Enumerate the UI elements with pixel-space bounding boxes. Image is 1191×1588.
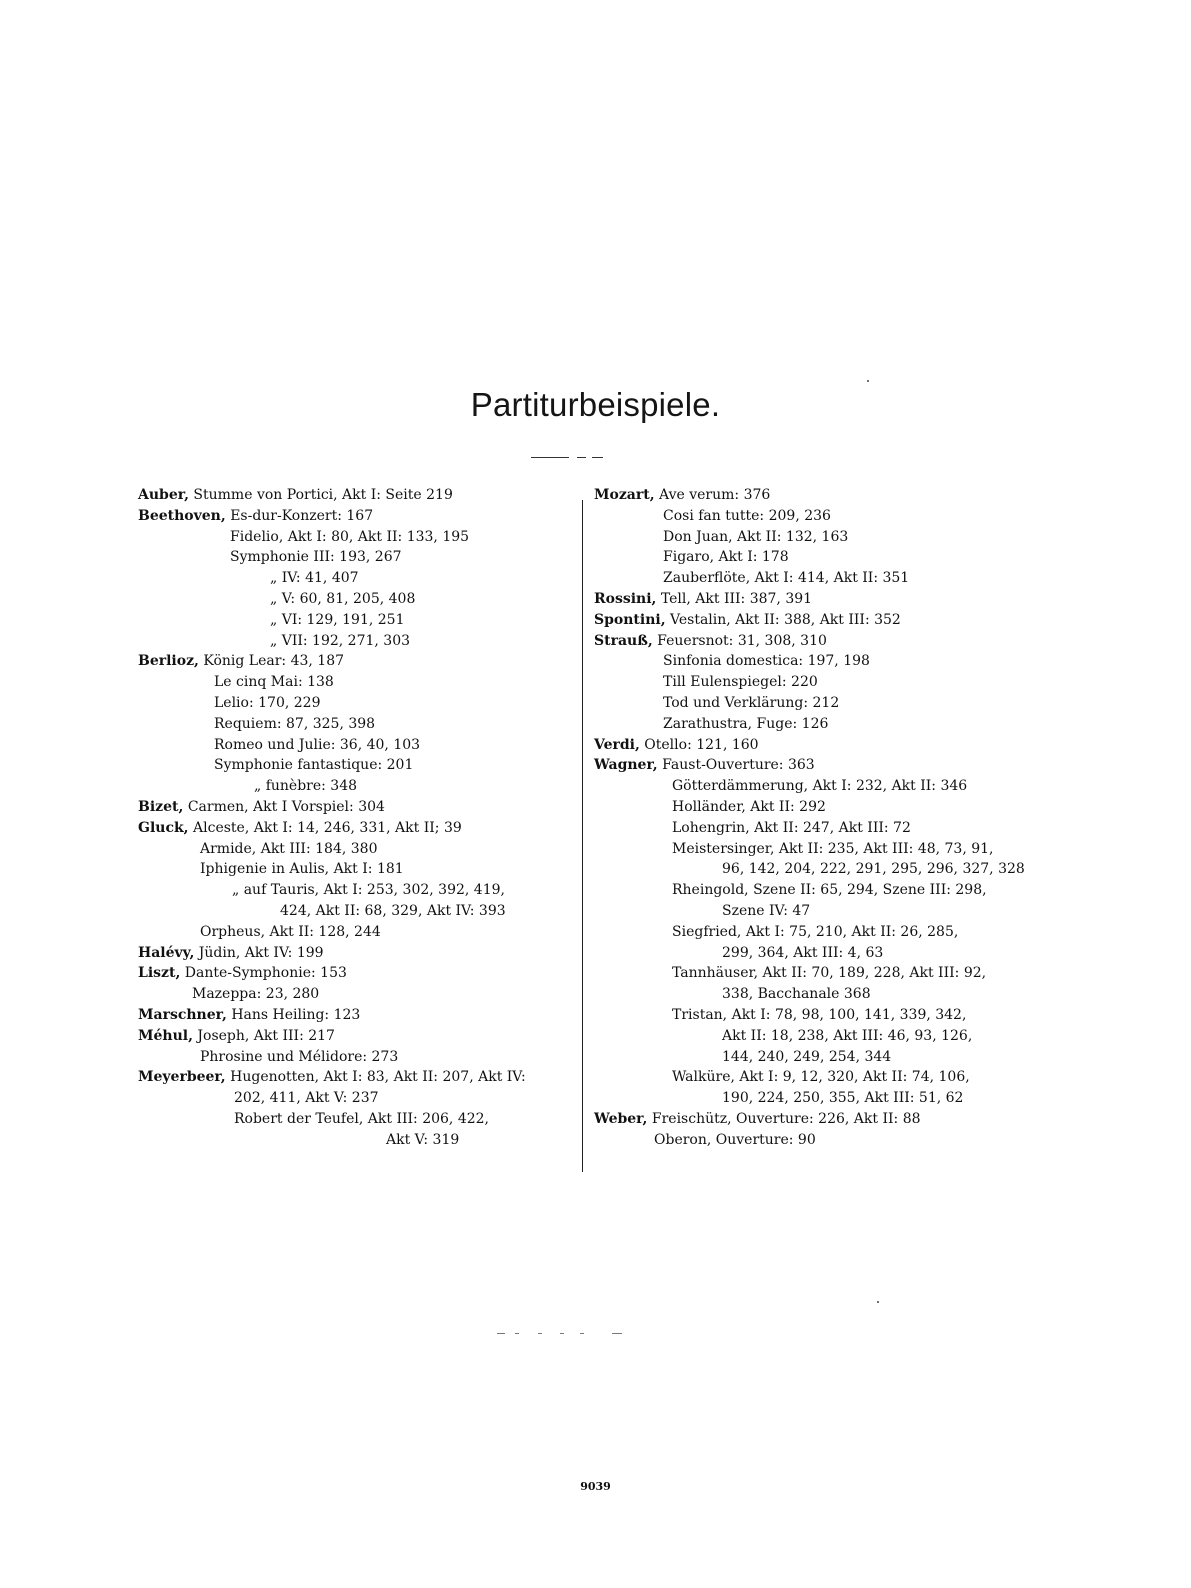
entry-text: Holländer, Akt II: 292 — [672, 798, 826, 815]
entry-text: Don Juan, Akt II: 132, 163 — [663, 528, 849, 545]
entry-text: Alceste, Akt I: 14, 246, 331, Akt II; 39 — [193, 819, 462, 836]
index-entry — [594, 610, 1034, 631]
composer-name: Spontini, — [594, 611, 666, 628]
composer-name: Gluck, — [138, 819, 189, 836]
entry-text: Hans Heiling: 123 — [231, 1006, 361, 1023]
entry-text: Sinfonia domestica: 197, 198 — [663, 653, 870, 670]
index-entry — [594, 818, 1034, 839]
index-entry — [138, 1026, 578, 1047]
composer-name: Weber, — [594, 1110, 648, 1127]
index-entry — [594, 651, 1034, 672]
entry-text: Tod und Verklärung: 212 — [663, 694, 840, 711]
entry-text: Akt V: 319 — [386, 1131, 460, 1148]
scan-speck — [867, 380, 869, 382]
entry-text: Oberon, Ouverture: 90 — [654, 1131, 816, 1148]
index-entry — [138, 1005, 578, 1026]
entry-text: „ V: 60, 81, 205, 408 — [270, 590, 416, 607]
entry-text: Mazeppa: 23, 280 — [192, 986, 320, 1003]
index-entry — [594, 797, 1034, 818]
title-rule — [531, 457, 569, 458]
scan-speck — [877, 1301, 879, 1303]
entry-text: Symphonie III: 193, 267 — [230, 549, 402, 566]
entry-text: Fidelio, Akt I: 80, Akt II: 133, 195 — [230, 528, 470, 545]
composer-name: Rossini, — [594, 590, 657, 607]
right-index-column — [594, 485, 1034, 1151]
index-entry — [594, 485, 1034, 506]
composer-name: Bizet, — [138, 798, 184, 815]
index-entry — [594, 506, 1034, 527]
scan-speck — [612, 1333, 622, 1334]
composer-name: Marschner, — [138, 1006, 227, 1023]
index-entry — [138, 735, 578, 756]
entry-text: Tell, Akt III: 387, 391 — [660, 590, 813, 607]
index-entry — [138, 859, 578, 880]
index-entry — [138, 880, 578, 901]
index-entry — [138, 776, 578, 797]
index-entry — [138, 651, 578, 672]
entry-text: Symphonie fantastique: 201 — [214, 757, 414, 774]
index-entry — [138, 631, 578, 652]
entry-text: Faust-Ouverture: 363 — [662, 757, 815, 774]
composer-name: Berlioz, — [138, 653, 199, 670]
composer-name: Strauß, — [594, 632, 653, 649]
entry-text: „ VII: 192, 271, 303 — [270, 632, 411, 649]
index-entry — [138, 1088, 578, 1109]
composer-name: Beethoven, — [138, 507, 226, 524]
entry-text: Siegfried, Akt I: 75, 210, Akt II: 26, 285, — [672, 923, 959, 940]
index-entry — [138, 527, 578, 548]
scan-speck — [497, 1333, 505, 1334]
index-entry — [594, 693, 1034, 714]
entry-text: „ funèbre: 348 — [254, 778, 358, 795]
index-entry — [138, 589, 578, 610]
index-entry — [594, 963, 1034, 984]
entry-text: Vestalin, Akt II: 388, Akt III: 352 — [670, 611, 901, 628]
index-entry — [138, 943, 578, 964]
index-entry — [594, 984, 1034, 1005]
entry-text: Zarathustra, Fuge: 126 — [663, 715, 829, 732]
index-entry — [138, 568, 578, 589]
page-number: 9039 — [580, 1480, 611, 1493]
index-entry — [594, 1067, 1034, 1088]
index-entry — [138, 1130, 578, 1151]
index-entry — [594, 901, 1034, 922]
composer-name: Halévy, — [138, 944, 195, 961]
index-entry — [138, 672, 578, 693]
entry-text: „ IV: 41, 407 — [270, 570, 359, 587]
index-entry — [594, 1005, 1034, 1026]
index-entry — [594, 1047, 1034, 1068]
index-entry — [594, 1088, 1034, 1109]
entry-text: Feuersnot: 31, 308, 310 — [657, 632, 827, 649]
scan-speck — [515, 1333, 519, 1334]
entry-text: Robert der Teufel, Akt III: 206, 422, — [234, 1110, 489, 1127]
entry-text: Zauberflöte, Akt I: 414, Akt II: 351 — [663, 570, 910, 587]
entry-text: Hugenotten, Akt I: 83, Akt II: 207, Akt IV: — [230, 1069, 526, 1086]
entry-text: Götterdämmerung, Akt I: 232, Akt II: 346 — [672, 778, 968, 795]
entry-text: 338, Bacchanale 368 — [722, 986, 871, 1003]
entry-text: Requiem: 87, 325, 398 — [214, 715, 376, 732]
entry-text: Orpheus, Akt II: 128, 244 — [200, 923, 381, 940]
index-entry — [594, 755, 1034, 776]
index-entry — [138, 485, 578, 506]
index-entry — [594, 547, 1034, 568]
index-entry — [138, 506, 578, 527]
entry-text: „ VI: 129, 191, 251 — [270, 611, 405, 628]
index-entry — [138, 1109, 578, 1130]
index-entry — [138, 922, 578, 943]
entry-text: „ auf Tauris, Akt I: 253, 302, 392, 419, — [232, 882, 505, 899]
index-entry — [594, 672, 1034, 693]
composer-name: Mozart, — [594, 487, 655, 503]
title-rule-short — [592, 457, 603, 458]
index-entry — [138, 901, 578, 922]
index-entry — [594, 568, 1034, 589]
index-entry — [138, 714, 578, 735]
entry-text: Phrosine und Mélidore: 273 — [200, 1048, 399, 1065]
index-entry — [594, 631, 1034, 652]
entry-text: Lohengrin, Akt II: 247, Akt III: 72 — [672, 819, 911, 836]
column-divider — [582, 500, 583, 1172]
title-rule-short — [577, 457, 586, 458]
composer-name: Verdi, — [594, 736, 640, 753]
composer-name: Wagner, — [594, 757, 658, 774]
entry-text: Armide, Akt III: 184, 380 — [200, 840, 378, 857]
index-entry — [594, 922, 1034, 943]
scan-speck — [580, 1333, 584, 1334]
entry-text: Lelio: 170, 229 — [214, 694, 321, 711]
entry-text: Jüdin, Akt IV: 199 — [198, 944, 324, 961]
entry-text: Cosi fan tutte: 209, 236 — [663, 507, 831, 524]
scan-speck — [538, 1333, 542, 1334]
index-entry — [594, 589, 1034, 610]
entry-text: Freischütz, Ouverture: 226, Akt II: 88 — [651, 1110, 921, 1127]
entry-text: Figaro, Akt I: 178 — [663, 549, 789, 566]
entry-text: Tristan, Akt I: 78, 98, 100, 141, 339, 342, — [672, 1006, 967, 1023]
entry-text: Akt II: 18, 238, Akt III: 46, 93, 126, — [722, 1027, 973, 1044]
index-entry — [138, 610, 578, 631]
entry-text: Walküre, Akt I: 9, 12, 320, Akt II: 74, 106, — [672, 1069, 970, 1086]
composer-name: Auber, — [138, 487, 189, 503]
entry-text: Till Eulenspiegel: 220 — [663, 674, 818, 691]
index-entry — [594, 776, 1034, 797]
index-entry — [138, 1067, 578, 1088]
index-entry — [594, 1026, 1034, 1047]
entry-text: Carmen, Akt I Vorspiel: 304 — [187, 798, 385, 815]
left-index-column — [138, 485, 578, 1151]
entry-text: Dante-Symphonie: 153 — [184, 965, 347, 982]
index-entry — [594, 735, 1034, 756]
index-entry — [138, 547, 578, 568]
entry-text: 190, 224, 250, 355, Akt III: 51, 62 — [722, 1090, 964, 1107]
entry-text: Otello: 121, 160 — [644, 736, 759, 753]
composer-name: Meyerbeer, — [138, 1069, 226, 1086]
index-entry — [594, 839, 1034, 860]
entry-text: Tannhäuser, Akt II: 70, 189, 228, Akt III: 92, — [672, 965, 987, 982]
entry-text: 299, 364, Akt III: 4, 63 — [722, 944, 884, 961]
entry-text: Rheingold, Szene II: 65, 294, Szene III: 298, — [672, 882, 987, 899]
index-entry — [594, 943, 1034, 964]
index-entry — [594, 1109, 1034, 1130]
index-entry — [138, 818, 578, 839]
entry-text: Meistersinger, Akt II: 235, Akt III: 48, 73, 91, — [672, 840, 994, 857]
entry-text: Stumme von Portici, Akt I: Seite 219 — [193, 487, 453, 503]
entry-text: 202, 411, Akt V: 237 — [234, 1090, 379, 1107]
index-entry — [138, 839, 578, 860]
entry-text: Szene IV: 47 — [722, 902, 811, 919]
entry-text: Ave verum: 376 — [659, 487, 771, 503]
entry-text: Iphigenie in Aulis, Akt I: 181 — [200, 861, 404, 878]
composer-name: Méhul, — [138, 1027, 193, 1044]
index-entry — [594, 527, 1034, 548]
index-entry — [138, 797, 578, 818]
scan-specks — [0, 1333, 1191, 1339]
composer-name: Liszt, — [138, 965, 181, 982]
entry-text: 424, Akt II: 68, 329, Akt IV: 393 — [280, 902, 506, 919]
page-title: Partiturbeispiele. — [470, 386, 721, 423]
scan-speck — [560, 1333, 564, 1334]
entry-text: 96, 142, 204, 222, 291, 295, 296, 327, 328 — [722, 861, 1025, 878]
index-entry — [138, 693, 578, 714]
index-entry — [594, 859, 1034, 880]
entry-text: Joseph, Akt III: 217 — [197, 1027, 335, 1044]
entry-text: Es-dur-Konzert: 167 — [230, 507, 374, 524]
entry-text: König Lear: 43, 187 — [203, 653, 345, 670]
index-entry — [138, 1047, 578, 1068]
index-entry — [138, 755, 578, 776]
entry-text: 144, 240, 249, 254, 344 — [722, 1048, 892, 1065]
entry-text: Romeo und Julie: 36, 40, 103 — [214, 736, 421, 753]
index-entry — [138, 984, 578, 1005]
index-entry — [138, 963, 578, 984]
index-entry — [594, 880, 1034, 901]
index-entry — [594, 1130, 1034, 1151]
entry-text: Le cinq Mai: 138 — [214, 674, 334, 691]
index-entry — [594, 714, 1034, 735]
